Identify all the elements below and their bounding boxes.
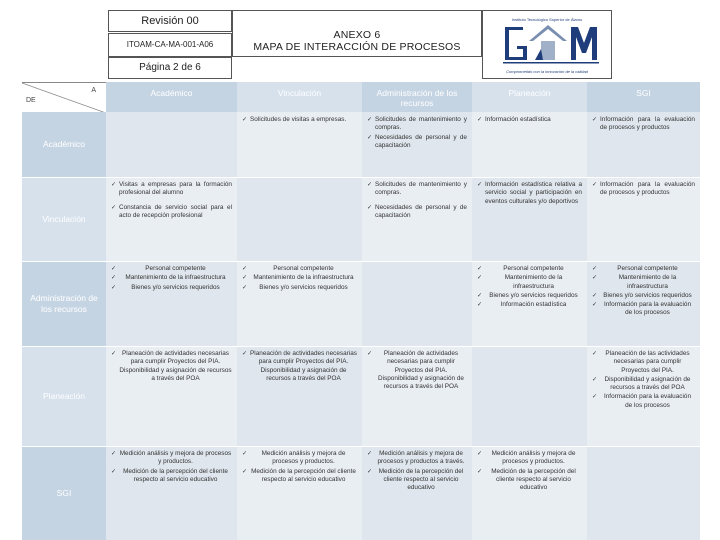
list-item: ✓ Información para la evaluación de los procesos [592, 301, 695, 318]
list-item: ✓ Medición análisis y mejora de procesos y productos. [242, 450, 357, 467]
list-item: ✓ Mantenimiento de la infraestructura [477, 274, 582, 291]
cell-administracion-planeacion [472, 261, 587, 346]
list-item: ✓ Mantenimiento de la infraestructura [111, 274, 232, 282]
column-header-administracion: Administración de los recursos [362, 82, 472, 112]
row-divider [22, 446, 700, 447]
column-header-sgi: SGI [587, 82, 700, 112]
document-code: ITOAM-CA-MA-001-A06 [108, 33, 232, 57]
revision-label: Revisión 00 [108, 10, 232, 32]
row-divider [22, 177, 700, 178]
cell-administracion-administracion [362, 261, 472, 346]
cell-sgi-sgi [587, 446, 700, 540]
list-item: ✓ Planeación de actividades necesarias para cumplir Proyectos del PIA. Disponibilidad y asignación de recursos a través del POA [111, 350, 232, 383]
list-item: ✓ Necesidades de personal y de capacitación [367, 204, 467, 221]
list-item: ✓ Personal competente [242, 265, 357, 273]
cell-vinculacion-sgi [587, 177, 700, 261]
list-item: ✓ Medición análisis y mejora de procesos y productos a través. [367, 450, 467, 467]
list-item: ✓ Mantenimiento de la infraestructura [592, 274, 695, 291]
cell-academico-administracion [362, 112, 472, 177]
row-header-academico: Académico [22, 112, 106, 177]
cell-vinculacion-academico [106, 177, 237, 261]
cell-sgi-academico [106, 446, 237, 540]
list-item: ✓ Planeación de actividades necesarias para cumplir Proyectos del PIA. Disponibilidad y asignación de recursos a través del POA [367, 350, 467, 391]
cell-planeacion-academico [106, 346, 237, 446]
list-item: ✓ Solicitudes de visitas a empresas. [242, 116, 357, 124]
cell-planeacion-sgi [587, 346, 700, 446]
list-item: ✓ Información para la evaluación de los procesos [592, 393, 695, 410]
cell-administracion-sgi [587, 261, 700, 346]
list-item: ✓ Constancia de servicio social para el acto de recepción profesional [111, 204, 232, 221]
logo-top-text: Instituto Tecnológico Superior de Álamo [511, 17, 583, 22]
list-item: ✓ Bienes y/o servicios requeridos [242, 284, 357, 292]
row-divider [22, 261, 700, 262]
annex-title: ANEXO 6 [333, 29, 381, 41]
list-item: ✓ Información estadística relativa a servicio social y participación en eventos culturales y/o deportivos [477, 181, 582, 206]
list-item: ✓ Medición análisis y mejora de procesos y productos. [477, 450, 582, 467]
row-header-vinculacion: Vinculación [22, 177, 106, 261]
corner-from-label: DE [26, 97, 36, 104]
list-item: ✓ Medición de la percepción del cliente respecto al servicio educativo [367, 468, 467, 493]
page-number: Página 2 de 6 [108, 57, 232, 79]
cell-academico-vinculacion [237, 112, 362, 177]
list-item: ✓ Información para la evaluación de procesos y productos [592, 116, 695, 133]
list-item: ✓ Bienes y/o servicios requeridos [477, 292, 582, 300]
list-item: ✓ Disponibilidad y asignación de recursos a través del POA [592, 376, 695, 393]
cell-academico-academico [106, 112, 237, 177]
cell-vinculacion-vinculacion [237, 177, 362, 261]
column-header-vinculacion: Vinculación [237, 82, 362, 112]
list-item: ✓ Planeación de las actividades necesarias para cumplir Proyectos del PIA. [592, 350, 695, 375]
list-item: ✓ Solicitudes de mantenimiento y compras. [367, 181, 467, 198]
matrix-corner [22, 82, 106, 112]
list-item: ✓ Planeación de actividades necesarias para cumplir Proyectos del PIA. Disponibilidad y asignación de recursos a través del POA [242, 350, 357, 383]
cell-sgi-planeacion [472, 446, 587, 540]
list-item: ✓ Personal competente [592, 265, 695, 273]
cell-academico-planeacion [472, 112, 587, 177]
corner-to-label: A [91, 87, 96, 94]
list-item: ✓ Solicitudes de mantenimiento y compras. [367, 116, 467, 133]
cell-administracion-academico [106, 261, 237, 346]
list-item: ✓ Información estadística [477, 301, 582, 309]
list-item: ✓ Información estadística [477, 116, 582, 124]
list-item: ✓ Medición de la percepción del cliente respecto al servicio educativo [242, 468, 357, 485]
document-title [232, 10, 482, 57]
cell-sgi-vinculacion [237, 446, 362, 540]
column-header-planeacion: Planeación [472, 82, 587, 112]
list-item: ✓ Necesidades de personal y de capacitación [367, 134, 467, 151]
column-header-academico: Académico [106, 82, 237, 112]
list-item: ✓ Medición de la percepción del cliente respecto al servicio educativo [477, 468, 582, 493]
row-divider [22, 346, 700, 347]
institution-logo [482, 10, 612, 79]
row-header-administracion: Administración de los recursos [22, 261, 106, 346]
cell-vinculacion-administracion [362, 177, 472, 261]
list-item: ✓ Mantenimiento de la infraestructura [242, 274, 357, 282]
list-item: ✓ Visitas a empresas para la formación profesional del alumno [111, 181, 232, 198]
row-header-sgi: SGI [22, 446, 106, 540]
list-item: ✓ Información para la evaluación de procesos y productos [592, 181, 695, 198]
cell-planeacion-planeacion [472, 346, 587, 446]
list-item: ✓ Personal competente [477, 265, 582, 273]
cell-administracion-vinculacion [237, 261, 362, 346]
map-title: MAPA DE INTERACCIÓN DE PROCESOS [253, 41, 461, 53]
cell-vinculacion-planeacion [472, 177, 587, 261]
row-header-planeacion: Planeación [22, 346, 106, 446]
cell-planeacion-vinculacion [237, 346, 362, 446]
list-item: ✓ Medición análisis y mejora de procesos y productos. [111, 450, 232, 467]
list-item: ✓ Bienes y/o servicios requeridos [592, 292, 695, 300]
list-item: ✓ Personal competente [111, 265, 232, 273]
cell-academico-sgi [587, 112, 700, 177]
cell-sgi-administracion [362, 446, 472, 540]
cell-planeacion-administracion [362, 346, 472, 446]
list-item: ✓ Medición de la percepción del cliente respecto al servicio educativo [111, 468, 232, 485]
logo-tagline: Comprometido con la innovación de la calidad [506, 69, 588, 74]
list-item: ✓ Bienes y/o servicios requeridos [111, 284, 232, 292]
